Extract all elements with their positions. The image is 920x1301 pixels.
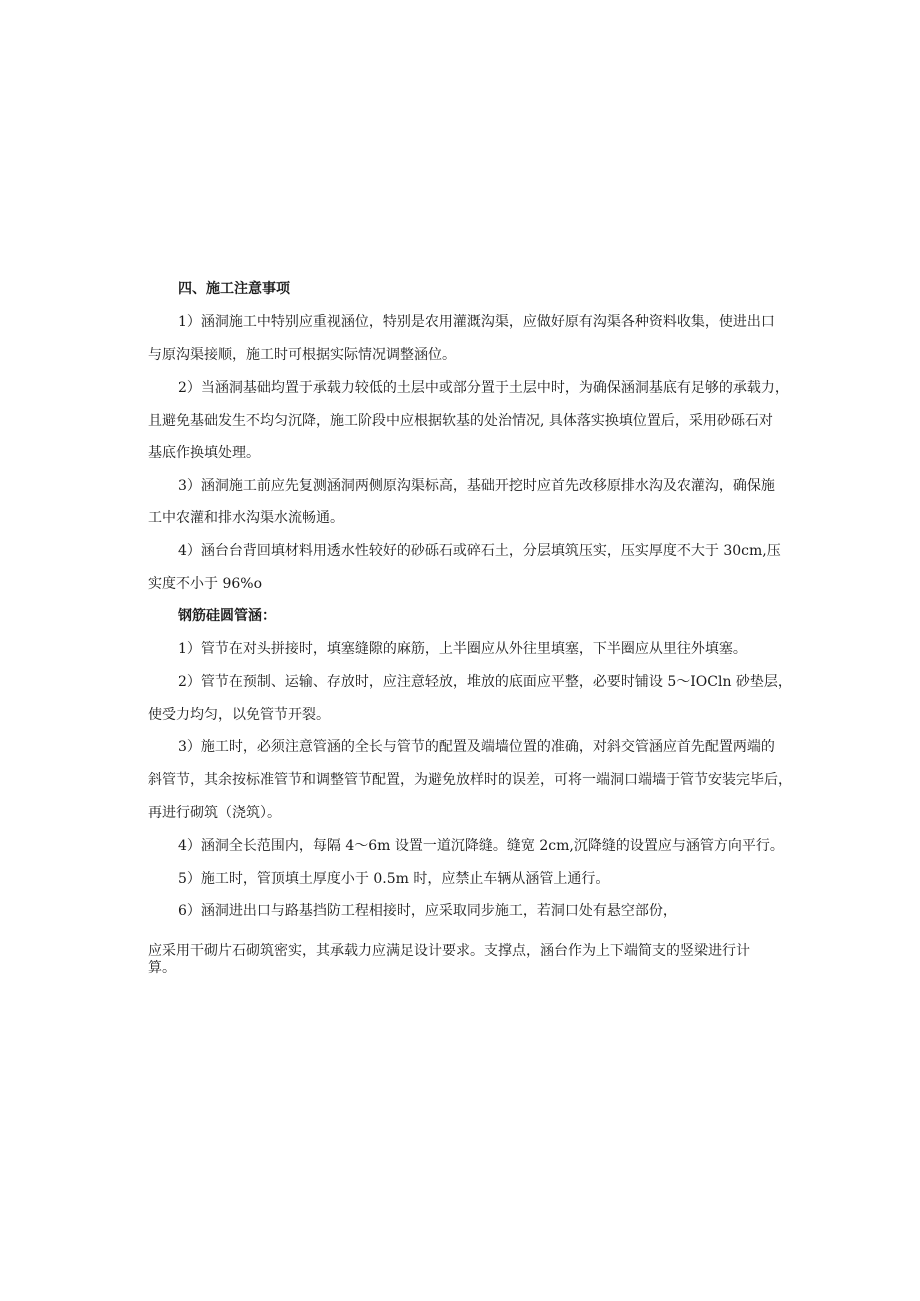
paragraph-line: 3）涵洞施工前应先复测涵洞两侧原沟渠标高，基础开挖时应首先改移原排水沟及农灌沟，确保施 bbox=[178, 478, 775, 494]
paragraph-line: 再进行砌筑（浇筑）。 bbox=[148, 805, 281, 821]
paragraph-line: 6）涵洞进出口与路基挡防工程相接时，应采取同步施工，若洞口处有悬空部份， bbox=[178, 903, 677, 919]
paragraph-line: 5）施工时，管顶填土厚度小于 0.5m 时，应禁止车辆从涵管上通行。 bbox=[178, 871, 610, 887]
paragraph-line: 斜管节，其余按标准管节和调整管节配置，为避免放样时的误差，可将一端洞口端墙于管节安装完毕后， bbox=[148, 772, 792, 788]
paragraph-line: 与原沟渠接顺，施工时可根据实际情况调整涵位。 bbox=[148, 347, 456, 363]
paragraph-line: 工中农灌和排水沟渠水流畅通。 bbox=[148, 510, 344, 526]
paragraph-line: 且避免基础发生不均匀沉降，施工阶段中应根据软基的处治情况, 具体落实换填位置后，采用砂砾石对 bbox=[148, 413, 773, 429]
paragraph-line: 应采用干砌片石砌筑密实，其承载力应满足设计要求。支撑点，涵台作为上下端简支的竖梁进行计 bbox=[148, 943, 750, 959]
paragraph-line: 2）当涵洞基础均置于承载力较低的土层中或部分置于土层中时，为确保涵洞基底有足够的承载力， bbox=[178, 380, 789, 396]
paragraph-line: 基底作换填处理。 bbox=[148, 445, 260, 461]
section-heading-pipe-culvert: 钢筋硅圆管涵： bbox=[178, 608, 276, 624]
section-heading-construction-notes: 四、施工注意事项 bbox=[178, 281, 290, 297]
paragraph-line: 1）管节在对头拼接时，填塞缝隙的麻筋，上半圈应从外往里填塞，下半圈应从里往外填塞。 bbox=[178, 641, 747, 657]
paragraph-line: 使受力均匀，以免管节开裂。 bbox=[148, 707, 330, 723]
paragraph-line: 3）施工时，必须注意管涵的全长与管节的配置及端墙位置的准确，对斜交管涵应首先配置两端的 bbox=[178, 739, 775, 755]
paragraph-line: 4）涵洞全长范围内，每隔 4～6m 设置一道沉降缝。缝宽 2cm,沉降缝的设置应与涵管方向平行。 bbox=[178, 838, 784, 854]
paragraph-line: 2）管节在预制、运输、存放时，应注意轻放，堆放的底面应平整，必要时铺设 5～IOCln 砂垫层， bbox=[178, 674, 792, 690]
paragraph-line: 1）涵洞施工中特别应重视涵位，特别是农用灌溉沟渠，应做好原有沟渠各种资料收集，使进出口 bbox=[178, 314, 775, 330]
paragraph-line: 实度不小于 96%o bbox=[148, 576, 262, 592]
paragraph-line: 算。 bbox=[148, 960, 176, 976]
paragraph-line: 4）涵台台背回填材料用透水性较好的砂砾石或碎石土，分层填筑压实，压实厚度不大于 30cm,压 bbox=[178, 543, 781, 559]
